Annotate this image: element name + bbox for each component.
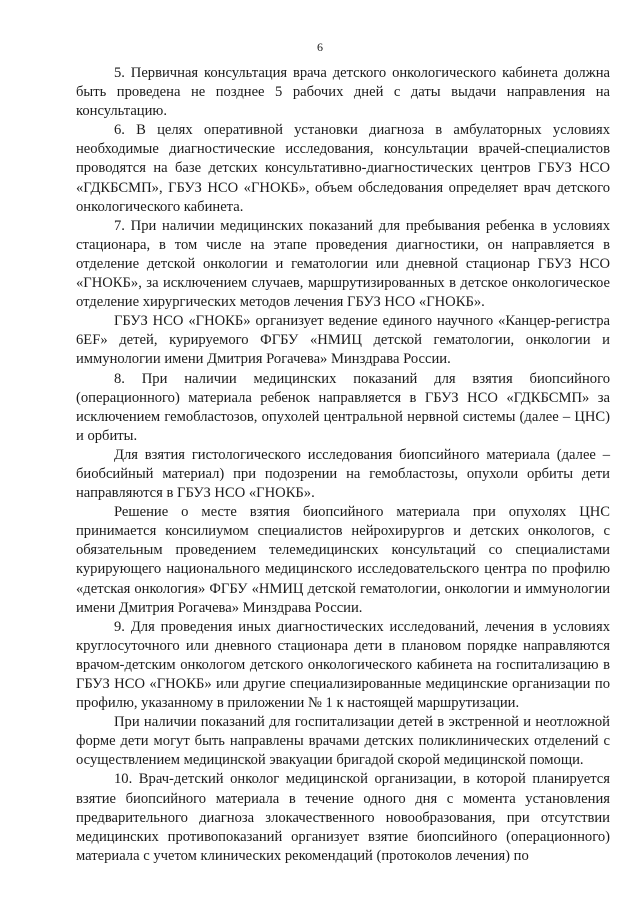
document-body bbox=[76, 64, 610, 866]
paragraph-emergency: При наличии показаний для госпитализации детей в экстренной и неотложной форме дети могут быть направлены врачами детских поликлинических отделений с осуществлением медицинской эвакуации бригадой скорой медицинской помощи. bbox=[76, 714, 610, 769]
paragraph-cns-decision: Решение о месте взятия биопсийного материала при опухолях ЦНС принимается консилиумом специалистов нейрохирургов и детских онкологов, с обязательным проведением телемедицинских консультаций со специалистами курирующего национального медицинского исследовательского центра по профилю «детская онкология» ФГБУ «НМИЦ детской гематологии, онкологии и иммунологии имени Дмитрия Рогачева» Минздрава России. bbox=[76, 504, 610, 616]
paragraph-biopsy-referral: Для взятия гистологического исследования биопсийного материала (далее – биобсийный материал) при подозрении на гемобластозы, опухоли орбиты дети направляются в ГБУЗ НСО «ГНОКБ». bbox=[76, 446, 610, 502]
paragraph-item-5: 5. Первичная консультация врача детского онкологического кабинета должна быть проведена не позднее 5 рабочих дней с даты выдачи направления на консультацию. bbox=[76, 65, 610, 120]
paragraph-item-9: 9. Для проведения иных диагностических исследований, лечения в условиях круглосуточного или дневного стационара дети в плановом порядке направляются врачом-детским онкологом детского онкологического кабинета на госпитализацию в ГБУЗ НСО «ГНОКБ» или другие специализированные медицинские организации по профилю, указанному в приложении № 1 к настоящей маршрутизации. bbox=[76, 618, 610, 712]
paragraph-item-6: 6. В целях оперативной установки диагноза в амбулаторных условиях необходимые диагностические исследования, консультации врачей-специалистов проводятся на базе детских консультативно-диагностических центров ГБУЗ НСО «ГДКБСМП», ГБУЗ НСО «ГНОКБ», объем обследования определяет врач детского онкологического кабинета. bbox=[76, 122, 610, 215]
paragraph-item-8: 8. При наличии медицинских показаний для взятия биопсийного (операционного) материала ребенок направляется в ГБУЗ НСО «ГДКБСМП» за исключением гемобластозов, опухолей центральной нервной системы (далее – ЦНС) и орбиты. bbox=[76, 370, 610, 444]
paragraph-cancer-registry: ГБУЗ НСО «ГНОКБ» организует ведение единого научного «Канцер-регистра 6EF» детей, курируемого ФГБУ «НМИЦ детской гематологии, онкологии и иммунологии имени Дмитрия Рогачева» Минздрава России. bbox=[76, 313, 610, 368]
paragraph-item-7: 7. При наличии медицинских показаний для пребывания ребенка в условиях стационара, в том числе на этапе проведения диагностики, он направляется в отделение детской онкологии и гематологии или дневной стационар ГБУЗ НСО «ГНОКБ», за исключением случаев, маршрутизированных в детское онкологическое отделение хирургических методов лечения ГБУЗ НСО «ГНОКБ». bbox=[76, 217, 610, 311]
paragraph-item-10: 10. Врач-детский онколог медицинской организации, в которой планируется взятие биопсийного материала в течение одного дня с момента установления предварительного диагноза злокачественного новообразования, при отсутствии медицинских противопоказаний организует взятие биопсийного (операционного) материала с учетом клинических рекомендаций (протоколов лечения) по bbox=[76, 771, 610, 864]
page-number: 6 bbox=[317, 40, 323, 54]
